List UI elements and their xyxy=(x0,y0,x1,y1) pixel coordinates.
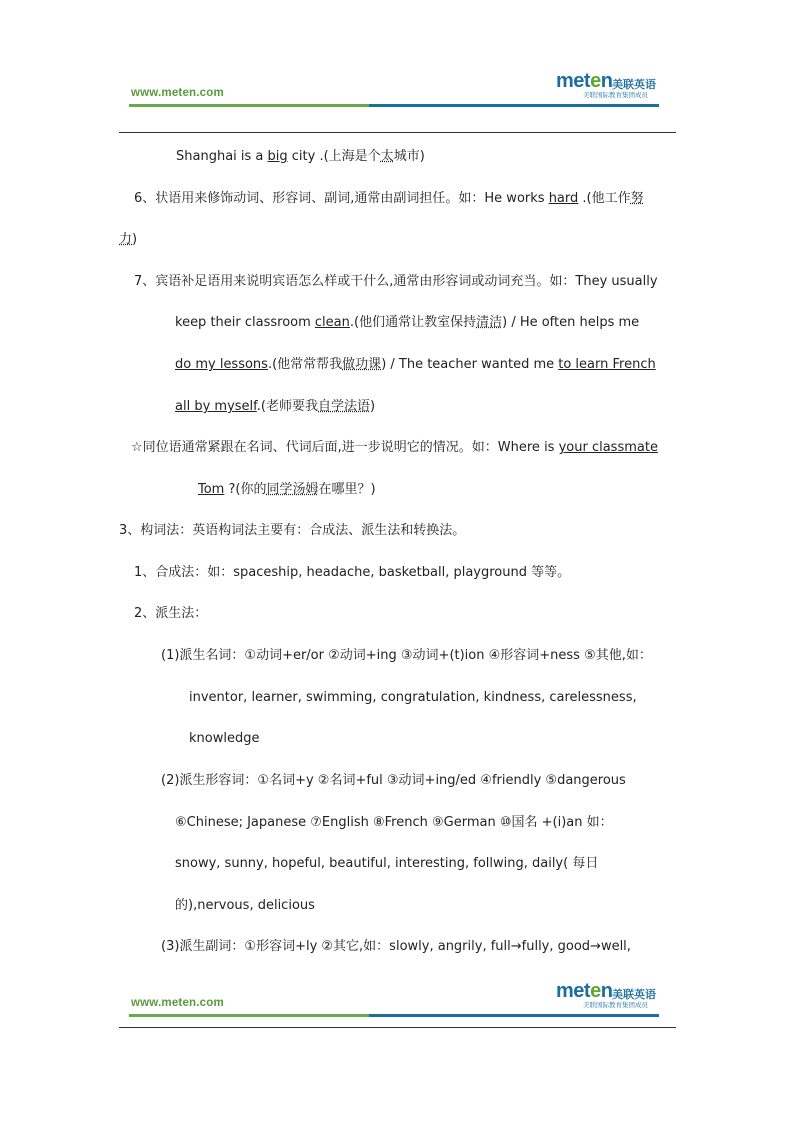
header-rule xyxy=(119,132,676,133)
text-line: ☆同位语通常紧跟在名词、代词后面,进一步说明它的情况。如：Where is your classmate xyxy=(131,440,658,455)
footer-url: www.meten.com xyxy=(131,997,224,1009)
text-line: snowy, sunny, hopeful, beautiful, interesting, follwing, daily( 每日 xyxy=(175,856,599,871)
text-line: 1、合成法：如：spaceship, headache, basketball, playground 等等。 xyxy=(134,565,571,580)
text-line: ⑥Chinese; Japanese ⑦English ⑧French ⑨German ⑩国名 +(i)an 如： xyxy=(175,815,613,830)
text-line: 6、状语用来修饰动词、形容词、副词,通常由副词担任。如：He works hard .(他工作努 xyxy=(134,191,644,206)
footer-bar-green xyxy=(129,1014,369,1017)
text-line: 的),nervous, delicious xyxy=(175,898,315,913)
text-line: (1)派生名词：①动词+er/or ②动词+ing ③动词+(t)ion ④形容词+ness ⑤其他,如： xyxy=(161,648,652,663)
text-line: Tom ?(你的同学汤姆在哪里？) xyxy=(198,482,376,497)
text-line: (3)派生副词：①形容词+ly ②其它,如：slowly, angrily, full→fully, good→well, xyxy=(161,939,631,954)
text-line: all by myself.(老师要我自学法语) xyxy=(175,399,376,414)
footer-bar-blue xyxy=(369,1014,659,1017)
text-line: 2、派生法： xyxy=(134,606,208,621)
text-line: knowledge xyxy=(189,731,260,746)
logo-brand: meten xyxy=(556,70,613,92)
logo-cn-name: 美联英语 xyxy=(612,988,656,1001)
text-line: do my lessons.(他常常帮我做功课) / The teacher wanted me to learn French xyxy=(175,357,656,372)
text-line: 3、构词法：英语构词法主要有：合成法、派生法和转换法。 xyxy=(119,523,466,538)
text-line: (2)派生形容词：①名词+y ②名词+ful ③动词+ing/ed ④friendly ⑤dangerous xyxy=(161,773,626,788)
logo-cn-sub: 美联国际教育集团成员 xyxy=(583,1001,648,1009)
logo-cn-sub: 美联国际教育集团成员 xyxy=(583,91,648,99)
footer-rule xyxy=(119,1027,676,1028)
text-line: inventor, learner, swimming, congratulation, kindness, carelessness, xyxy=(189,690,637,705)
text-line: 力) xyxy=(119,232,138,247)
logo-brand: meten xyxy=(556,980,613,1002)
text-line: Shanghai is a big city .(上海是个太城市) xyxy=(176,149,425,164)
header-bar-blue xyxy=(369,104,659,107)
text-line: 7、宾语补足语用来说明宾语怎么样或干什么,通常由形容词或动词充当。如：They usually xyxy=(134,274,658,289)
meten-logo-footer xyxy=(556,982,666,1012)
header-bar-green xyxy=(129,104,369,107)
meten-logo xyxy=(556,72,666,102)
text-line: keep their classroom clean.(他们通常让教室保持清洁) / He often helps me xyxy=(175,315,640,330)
logo-cn-name: 美联英语 xyxy=(612,78,656,91)
header-url: www.meten.com xyxy=(131,87,224,99)
